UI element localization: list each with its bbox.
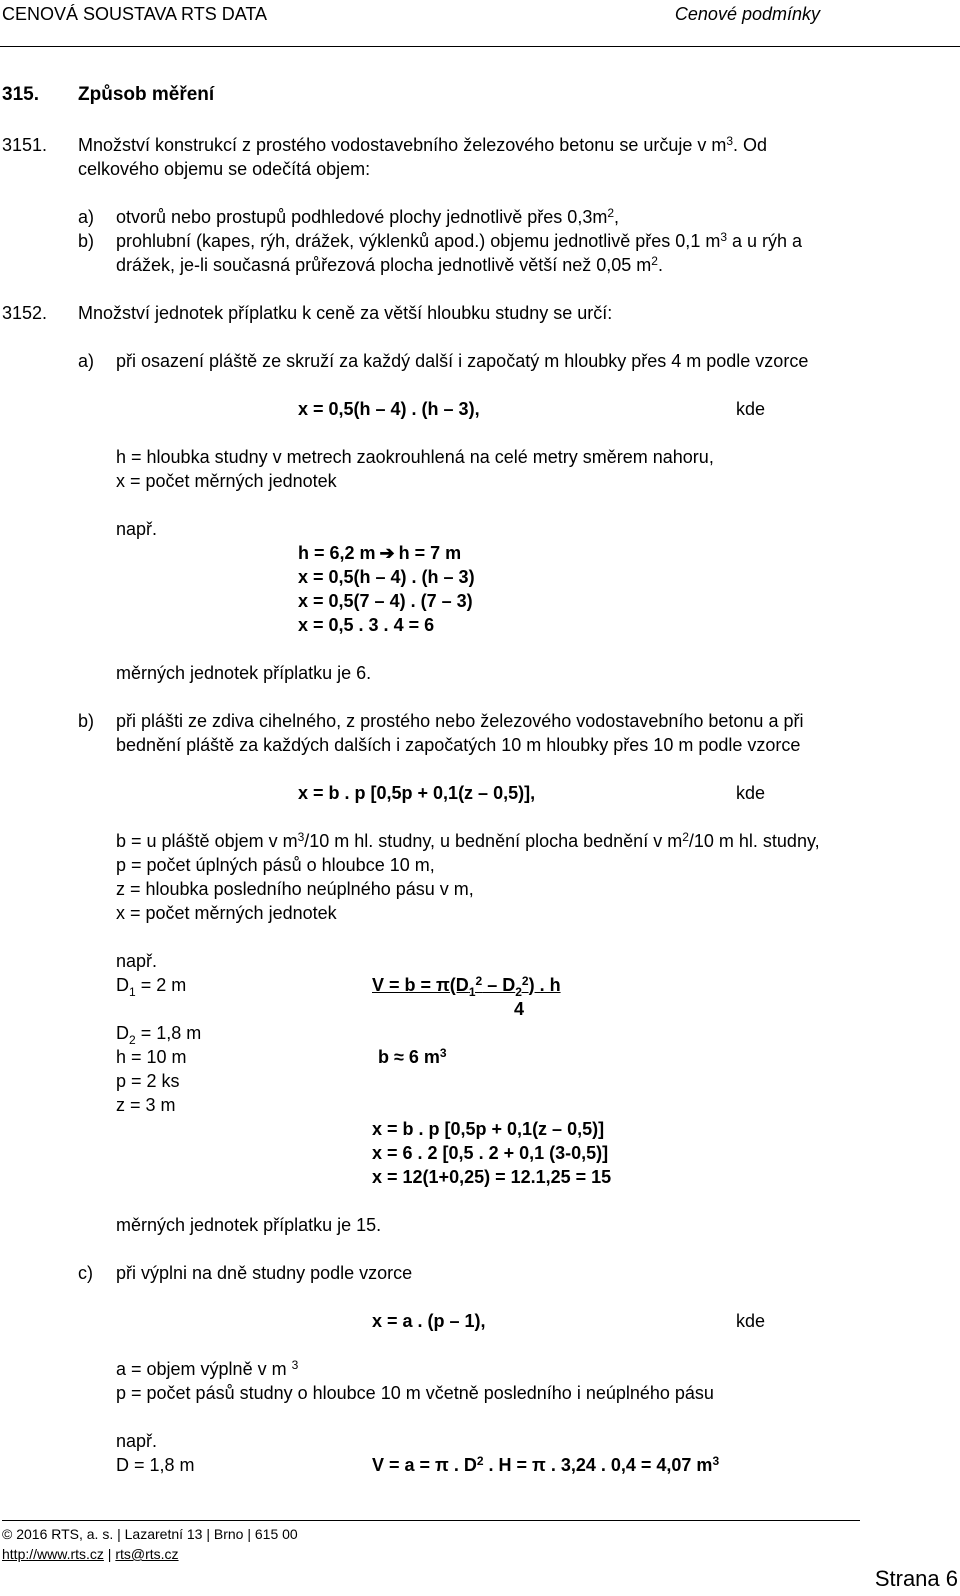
list-label: b) (78, 711, 95, 731)
footer-company: © 2016 RTS, a. s. | Lazaretní 13 | Brno | 615 00 (2, 1526, 298, 1542)
definition: z = hloubka posledního neúplného pásu v m, (116, 879, 474, 899)
definition: h = hloubka studny v metrech zaokrouhlená na celé metry směrem nahoru, (116, 447, 714, 467)
email-link[interactable]: rts@rts.cz (115, 1546, 179, 1562)
arrow-right-icon: ➔ (379, 543, 395, 563)
footer-divider (2, 1520, 860, 1521)
list-label: b) (78, 231, 95, 251)
section-number: 315. (2, 84, 39, 105)
list-item: otvorů nebo prostupů podhledové plochy jednotlivě přes $0,3m^2$, (116, 206, 620, 227)
volume-formula: V = a = π . $D^2$ . H = π . 3,24 . 0,4 = 4,07 $m^3$ (372, 1454, 720, 1475)
example-result: měrných jednotek příplatku je 15. (116, 1215, 382, 1235)
example-input: h = 10 m (116, 1047, 187, 1067)
example-line: x = 0,5(h – 4) . (h – 3) (298, 567, 475, 587)
list-label: a) (78, 207, 95, 227)
header-section: Cenové podmínky (674, 4, 820, 24)
para-text: Množství konstrukcí z prostého vodostavebního železového betonu se určuje v $m^3$. Od (78, 134, 768, 155)
list-label: a) (78, 351, 95, 371)
definition: x = počet měrných jednotek (116, 471, 337, 491)
definition: p = počet pásů studny o hloubce 10 m včetně posledního i neúplného pásu (116, 1383, 714, 1403)
definition: p = počet úplných pásů o hloubce 10 m, (116, 855, 435, 875)
example-line: x = 0,5(7 – 4) . (7 – 3) (298, 591, 473, 611)
list-item: bednění pláště za každých dalších i započatých 10 m hloubky přes 10 m podle vzorce (116, 735, 801, 755)
para-number: 3152. (2, 303, 48, 323)
calc-line: x = 6 . 2 [0,5 . 2 + 0,1 (3-0,5)] (372, 1143, 609, 1163)
formula-numerator: $V = b = \pi(D_1^2 - D_2^2)$ . h (372, 974, 561, 999)
para-text: celkového objemu se odečítá objem: (78, 159, 371, 179)
calc-line: x = 12(1+0,25) = 12.1,25 = 15 (372, 1167, 612, 1187)
example-input: z = 3 m (116, 1095, 176, 1115)
list-item: při výplni na dně studny podle vzorce (116, 1263, 413, 1283)
formula-denominator: 4 (514, 999, 525, 1019)
example-result: měrných jednotek příplatku je 6. (116, 663, 372, 683)
footer-links: http://www.rts.cz | rts@rts.cz (2, 1546, 179, 1562)
formula: x = a . (p – 1), (372, 1311, 486, 1331)
list-item: při plášti ze zdiva cihelného, z prostého nebo železového vodostavebního betonu a při (116, 711, 804, 731)
approx-result: b ≈ 6 $m^3$ (378, 1046, 447, 1067)
formula: x = 0,5(h – 4) . (h – 3), (298, 399, 480, 419)
example-input: $D_1 = 2$ m (116, 975, 187, 999)
example-line: h = 6,2 m ➔ h = 7 m (298, 543, 462, 563)
calc-line: x = b . p [0,5p + 0,1(z – 0,5)] (372, 1119, 605, 1139)
para-number: 3151. (2, 135, 48, 155)
para-text: Množství jednotek příplatku k ceně za větší hloubku studny se určí: (78, 303, 613, 323)
formula: x = b . p [0,5p + 0,1(z – 0,5)], (298, 783, 536, 803)
volume-formula (372, 974, 561, 998)
list-label: c) (78, 1263, 93, 1283)
list-item: prohlubní (kapes, rýh, drážek, výklenků apod.) objemu jednotlivě přes 0,1 $m^3$ a u rýh a (116, 230, 803, 251)
definition: x = počet měrných jednotek (116, 903, 337, 923)
section-title: Způsob měření (78, 84, 215, 105)
definition: a = objem výplně v m $^3$ (116, 1358, 299, 1379)
list-item: drážek, je-li současná průřezová plocha jednotlivě větší než 0,05 $m^2$. (116, 254, 663, 275)
formula-kde: kde (736, 1311, 766, 1331)
example-input: D = 1,8 m (116, 1455, 195, 1475)
header-title: CENOVÁ SOUSTAVA RTS DATA (2, 4, 268, 24)
definition: b = u pláště objem v $m^3/10$ m hl. studny, u bednění plocha bednění v $m^2/10$ m hl. studny, (116, 830, 820, 851)
example-label: např. (116, 519, 158, 539)
page-number: Strana 6 (874, 1566, 958, 1591)
example-input: $D_2 = 1,8$ m (116, 1023, 202, 1047)
formula-kde: kde (736, 399, 766, 419)
header-divider (0, 46, 960, 47)
example-label: např. (116, 1431, 158, 1451)
formula-kde: kde (736, 783, 766, 803)
example-label: např. (116, 951, 158, 971)
list-item: při osazení pláště ze skruží za každý další i započatý m hloubky přes 4 m podle vzorce (116, 351, 809, 371)
website-link[interactable]: http://www.rts.cz (2, 1546, 104, 1562)
example-input: p = 2 ks (116, 1071, 180, 1091)
example-line: x = 0,5 . 3 . 4 = 6 (298, 615, 435, 635)
